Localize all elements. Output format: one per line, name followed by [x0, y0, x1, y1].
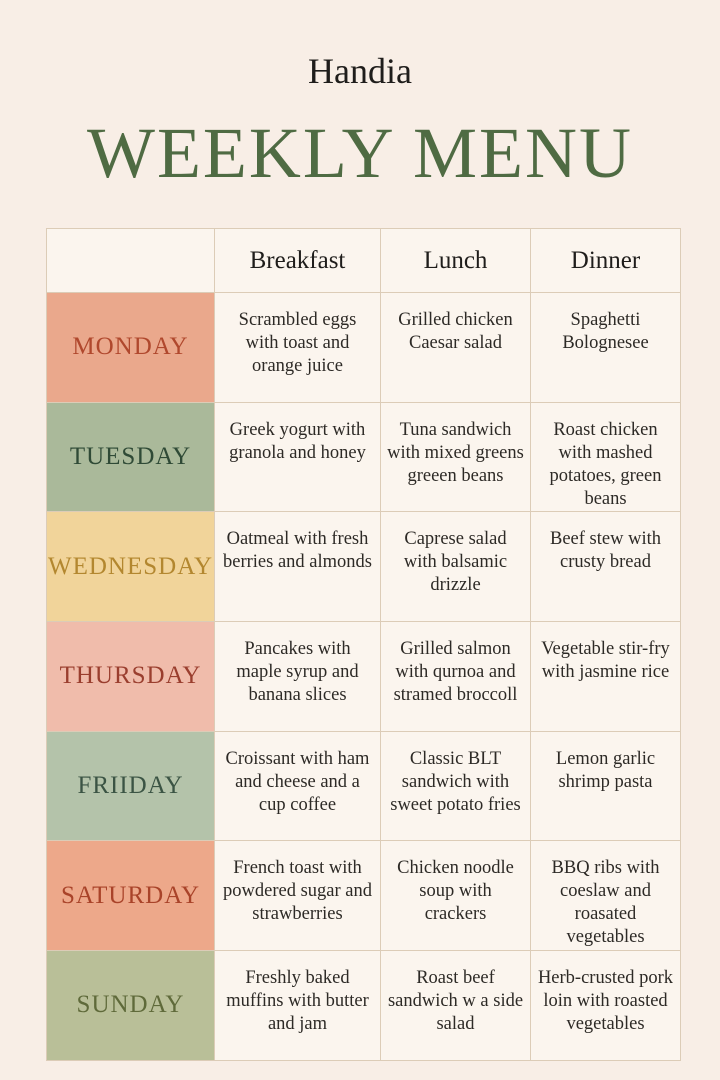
day-label-wednesday: WEDNESDAY: [47, 512, 215, 622]
day-label-sunday: SUNDAY: [47, 951, 215, 1061]
meal-friday-lunch: Classic BLT sandwich with sweet potato fries: [381, 732, 531, 842]
meal-thursday-breakfast: Pancakes with maple syrup and banana slices: [215, 622, 381, 732]
column-header-lunch: Lunch: [381, 229, 531, 293]
meal-friday-dinner: Lemon garlic shrimp pasta: [531, 732, 681, 842]
meal-sunday-dinner: Herb-crusted pork loin with roasted vegetables: [531, 951, 681, 1061]
meal-saturday-breakfast: French toast with powdered sugar and strawberries: [215, 841, 381, 951]
meal-thursday-dinner: Vegetable stir-fry with jasmine rice: [531, 622, 681, 732]
meal-wednesday-breakfast: Oatmeal with fresh berries and almonds: [215, 512, 381, 622]
meal-monday-dinner: Spaghetti Bolognesee: [531, 293, 681, 403]
meal-sunday-lunch: Roast beef sandwich w a side salad: [381, 951, 531, 1061]
meal-sunday-breakfast: Freshly baked muffins with butter and jam: [215, 951, 381, 1061]
day-label-tuesday: TUESDAY: [47, 403, 215, 513]
restaurant-name: Handia: [308, 51, 412, 91]
meal-tuesday-lunch: Tuna sandwich with mixed greens greeen beans: [381, 403, 531, 513]
meal-tuesday-dinner: Roast chicken with mashed potatoes, green beans: [531, 403, 681, 513]
page-title: WEEKLY MENU: [86, 113, 633, 193]
meal-saturday-dinner: BBQ ribs with coeslaw and roasated vegetables: [531, 841, 681, 951]
menu-table: [46, 228, 681, 1061]
meal-wednesday-dinner: Beef stew with crusty bread: [531, 512, 681, 622]
meal-monday-breakfast: Scrambled eggs with toast and orange juice: [215, 293, 381, 403]
meal-wednesday-lunch: Caprese salad with balsamic drizzle: [381, 512, 531, 622]
corner-cell: [47, 229, 215, 293]
column-header-breakfast: Breakfast: [215, 229, 381, 293]
meal-friday-breakfast: Croissant with ham and cheese and a cup coffee: [215, 732, 381, 842]
meal-tuesday-breakfast: Greek yogurt with granola and honey: [215, 403, 381, 513]
day-label-thursday: THURSDAY: [47, 622, 215, 732]
meal-monday-lunch: Grilled chicken Caesar salad: [381, 293, 531, 403]
day-label-friday: FRIIDAY: [47, 732, 215, 842]
day-label-monday: MONDAY: [47, 293, 215, 403]
meal-saturday-lunch: Chicken noodle soup with crackers: [381, 841, 531, 951]
meal-thursday-lunch: Grilled salmon with qurnoa and stramed broccoll: [381, 622, 531, 732]
column-header-dinner: Dinner: [531, 229, 681, 293]
day-label-saturday: SATURDAY: [47, 841, 215, 951]
